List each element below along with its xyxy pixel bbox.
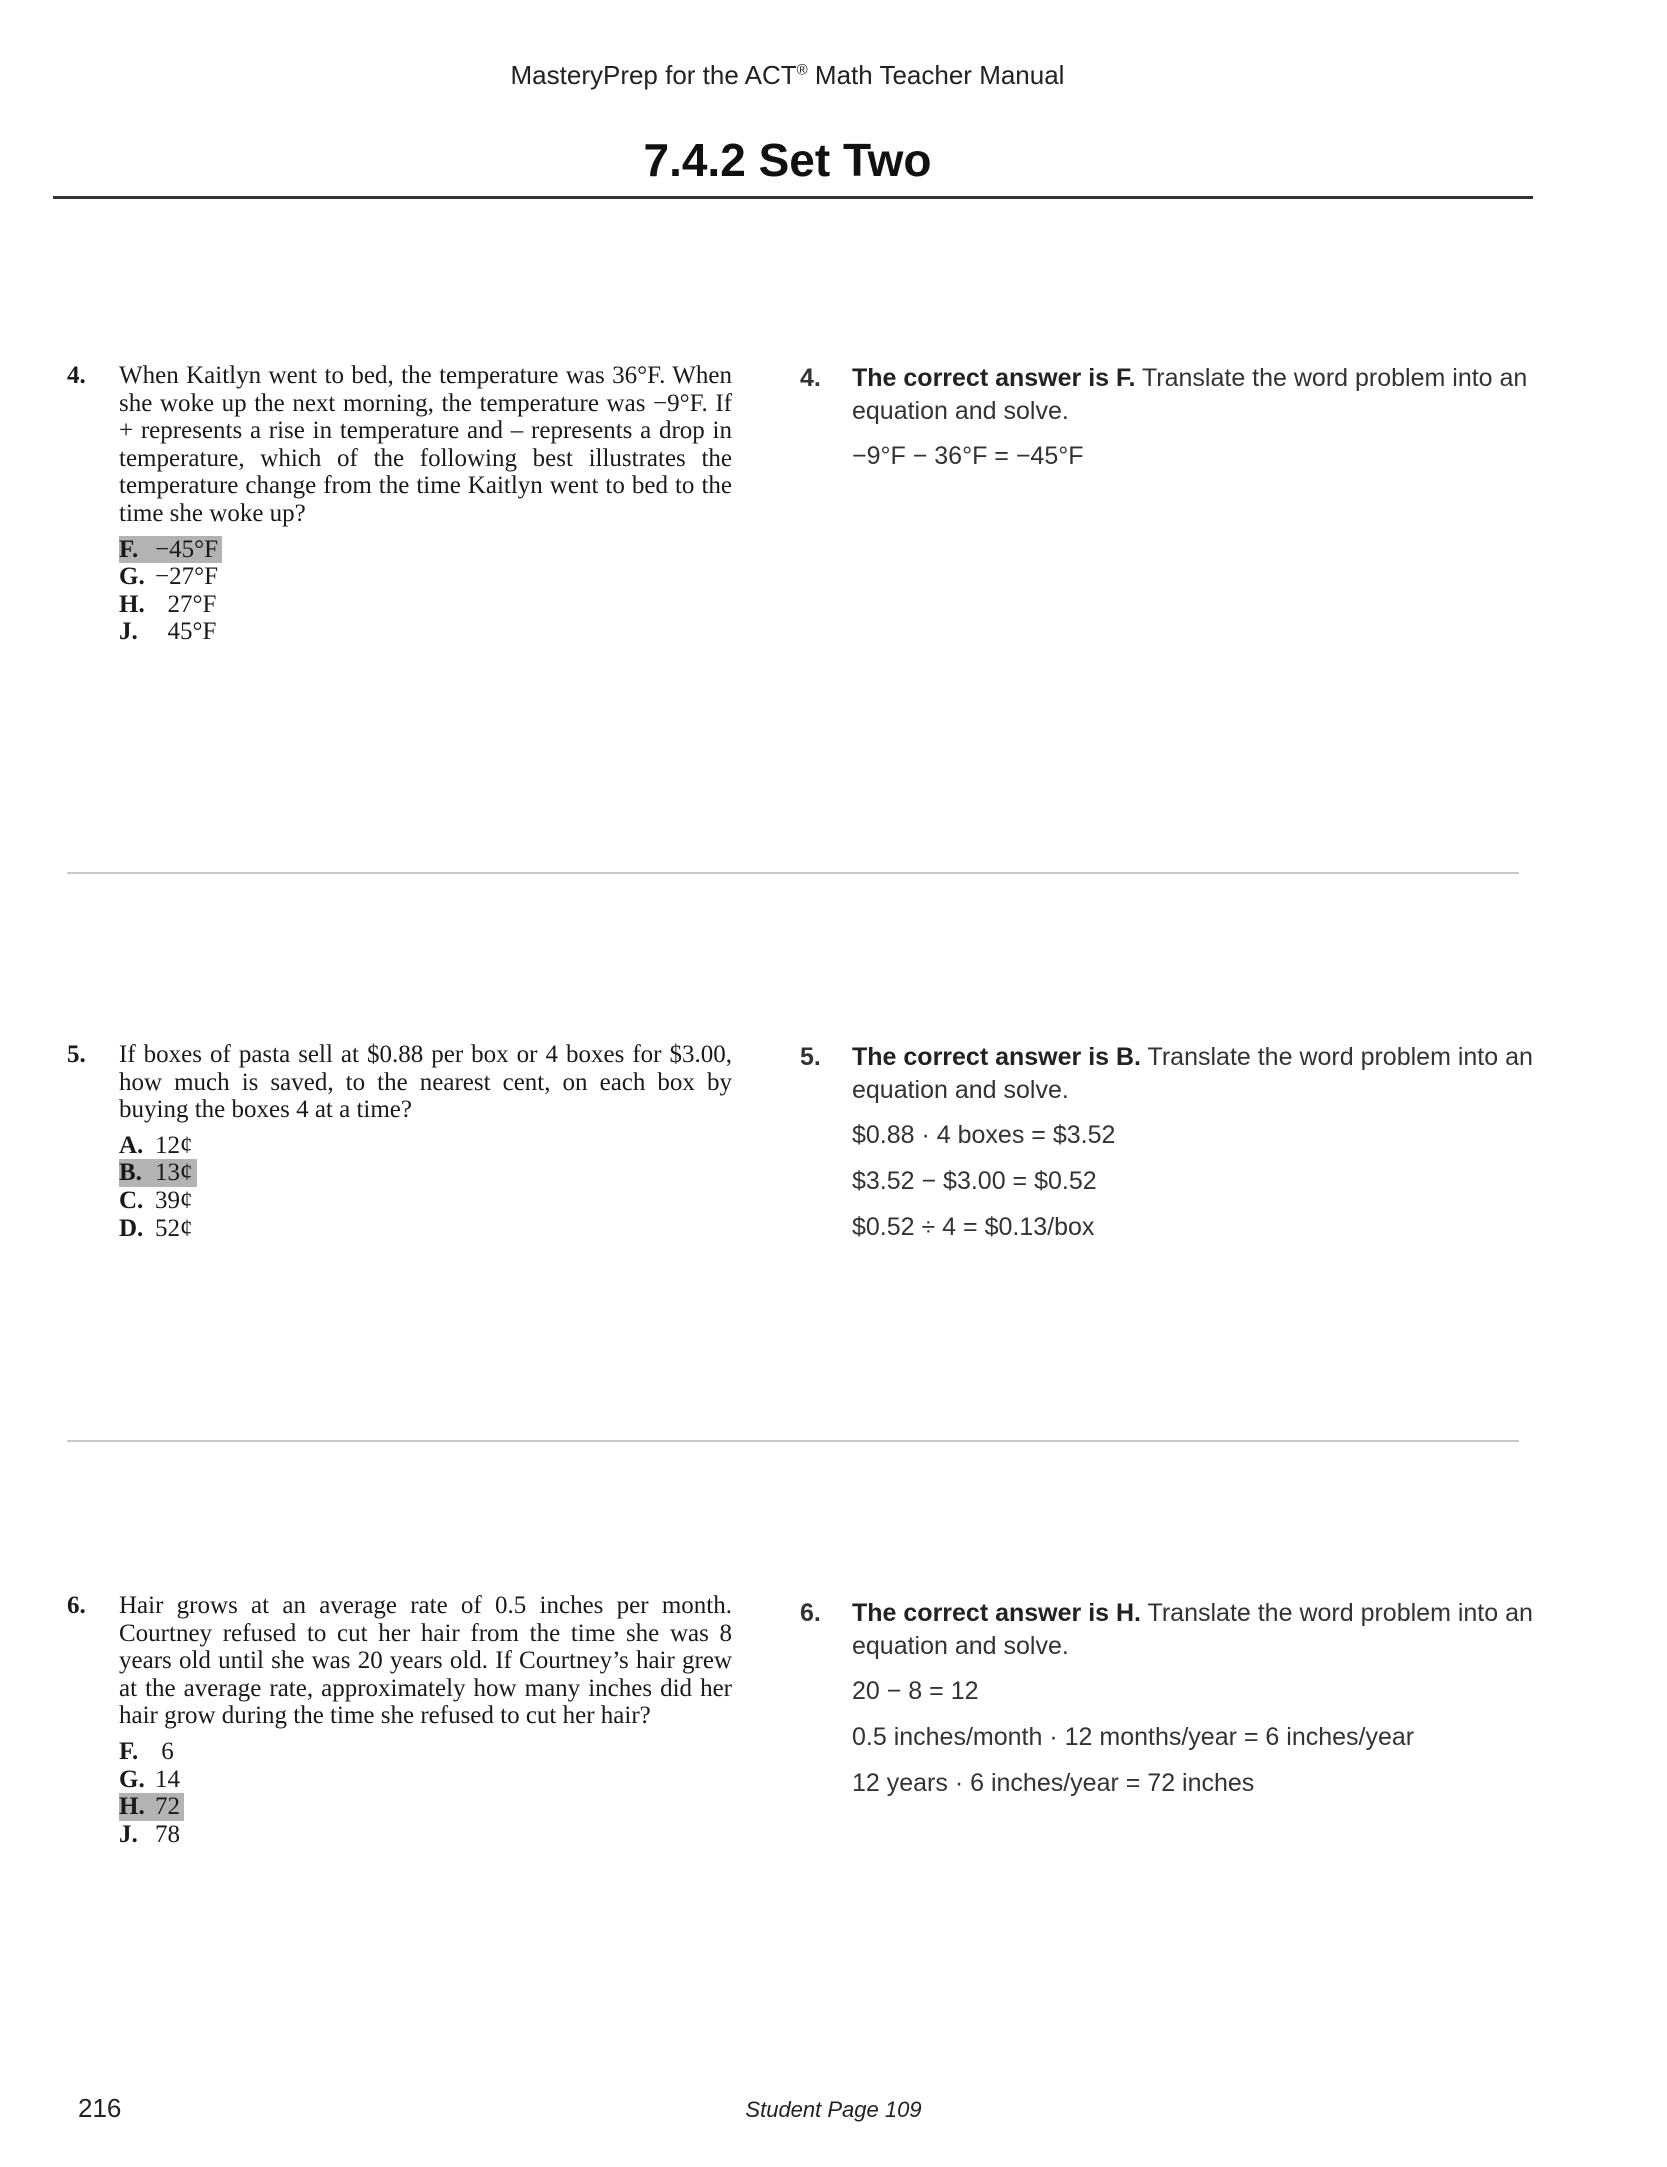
choice-letter: A. (119, 1131, 144, 1159)
choice-value: 39¢ (155, 1186, 193, 1214)
question-number: 4. (67, 362, 86, 389)
choice-letter: H. (119, 590, 145, 618)
correct-answer-lead: The correct answer is B. (852, 1043, 1142, 1071)
choice-letter: C. (119, 1186, 144, 1214)
equation: 20 − 8 = 12 (852, 1677, 979, 1705)
question-text: Hair grows at an average rate of 0.5 inches per month. Courtney refused to cut her hair from the time she was 8 years old until she was 20 years old. If Courtney’s hair grew at the average rate, approximately how many inches did her hair grow during the time she refused to cut her hair? (119, 1592, 732, 1730)
choice-value: 45°F (155, 618, 217, 646)
title-rule (53, 196, 1533, 199)
answer-number: 5. (800, 1043, 821, 1071)
equation: −9°F − 36°F = −45°F (852, 442, 1084, 470)
choice-f (119, 1738, 732, 1766)
choice-letter: H. (119, 1793, 145, 1821)
equation: $0.88 · 4 boxes = $3.52 (852, 1121, 1116, 1149)
question-number: 6. (67, 1592, 86, 1619)
choice-letter: F. (119, 535, 139, 563)
choice-letter: G. (119, 1765, 145, 1793)
choice-h (119, 591, 732, 619)
choice-value: 52¢ (155, 1214, 193, 1242)
choice-g (119, 1766, 732, 1794)
choice-value: 78 (155, 1820, 180, 1848)
page-number: 216 (78, 2093, 122, 2123)
choice-j (119, 1821, 732, 1849)
running-header (0, 60, 1575, 91)
choice-value: −45°F (155, 535, 219, 563)
choice-letter: F. (119, 1737, 139, 1765)
page-title: 7.4.2 Set Two (643, 134, 932, 186)
choice-j (119, 618, 732, 646)
choice-letter: B. (119, 1159, 142, 1187)
answer-5 (800, 1041, 1535, 1244)
question-6 (67, 1592, 732, 1848)
choice-d (119, 1215, 732, 1243)
answer-choices (119, 1132, 732, 1242)
running-header-text: MasteryPrep for the ACT (510, 60, 797, 90)
answer-6 (800, 1597, 1535, 1800)
choice-a (119, 1132, 732, 1160)
question-5 (67, 1041, 732, 1242)
choice-letter: J. (119, 1820, 138, 1848)
choice-f (119, 536, 732, 564)
answer-explanation (852, 1597, 1535, 1663)
answer-4 (800, 362, 1535, 473)
choice-value: 12¢ (155, 1131, 193, 1159)
choice-h (119, 1793, 732, 1821)
answer-explanation (852, 362, 1535, 428)
equation: $3.52 − $3.00 = $0.52 (852, 1167, 1097, 1195)
student-page-label: Student Page 109 (745, 2097, 922, 2122)
choice-letter: G. (119, 563, 145, 591)
question-text: If boxes of pasta sell at $0.88 per box or 4 boxes for $3.00, how much is saved, to the nearest cent, on each box by buying the boxes 4 at a time? (119, 1041, 732, 1124)
answer-choices (119, 536, 732, 646)
registered-mark: ® (796, 61, 808, 79)
choice-b (119, 1159, 732, 1187)
choice-letter: J. (119, 618, 138, 646)
answer-number: 6. (800, 1599, 821, 1627)
explanation-text: Translate the word problem into an equation and solve. (852, 364, 1528, 425)
explanation-text: Translate the word problem into an equation and solve. (852, 1043, 1533, 1104)
correct-answer-lead: The correct answer is H. (852, 1599, 1142, 1627)
equation: 12 years · 6 inches/year = 72 inches (852, 1769, 1255, 1797)
section-divider (67, 1440, 1519, 1442)
answer-number: 4. (800, 364, 821, 392)
choice-value: 27°F (155, 590, 217, 618)
equation: 0.5 inches/month · 12 months/year = 6 inches/year (852, 1723, 1415, 1751)
question-4 (67, 362, 732, 646)
choice-value: 72 (155, 1793, 180, 1821)
choice-value: 13¢ (155, 1159, 193, 1187)
correct-answer-lead: The correct answer is F. (852, 364, 1136, 392)
choice-value: 6 (155, 1737, 174, 1765)
question-number: 5. (67, 1041, 86, 1068)
choice-letter: D. (119, 1214, 144, 1242)
choice-g (119, 563, 732, 591)
answer-choices (119, 1738, 732, 1848)
answer-explanation (852, 1041, 1535, 1107)
choice-value: 14 (155, 1765, 180, 1793)
section-divider (67, 872, 1519, 874)
equation: $0.52 ÷ 4 = $0.13/box (852, 1213, 1095, 1241)
question-text: When Kaitlyn went to bed, the temperature was 36°F. When she woke up the next morning, the temperature was −9°F. If + represents a rise in temperature and – represents a drop in temperature, which of the following best illustrates the temperature change from the time Kaitlyn went to bed to the time she woke up? (119, 362, 732, 527)
running-header-suffix: Math Teacher Manual (807, 60, 1065, 90)
choice-c (119, 1187, 732, 1215)
choice-value: −27°F (155, 563, 219, 591)
explanation-text: Translate the word problem into an equation and solve. (852, 1599, 1533, 1660)
